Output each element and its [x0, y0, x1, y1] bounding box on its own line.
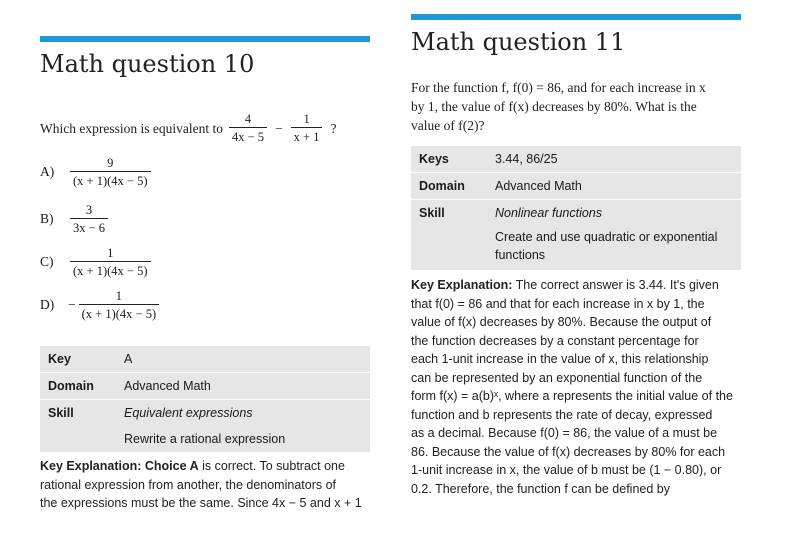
key-value: A [116, 346, 370, 373]
choice-numerator: 1 [115, 289, 122, 303]
explanation-line: the expressions must be the same. Since 4x − 5 and x + 1 [40, 496, 362, 510]
prompt-line: by 1, the value of f(x) decreases by 80%. What is the [411, 99, 697, 114]
q10-prompt-frac2-den: x + 1 [291, 127, 323, 144]
prompt-line: value of f(2)? [411, 118, 485, 133]
table-row-key [411, 146, 741, 173]
domain-label: Domain [411, 173, 487, 200]
q10-prompt-suffix: ? [330, 120, 337, 136]
q11-prompt [411, 78, 746, 135]
choice-denominator: (x + 1)(4x − 5) [70, 171, 151, 188]
choice-letter: D) [40, 297, 55, 312]
choice-numerator: 9 [107, 156, 114, 170]
choice-fraction [79, 289, 160, 321]
choice-fraction [70, 156, 151, 188]
q10-choice-a [40, 156, 153, 188]
explanation-line: that f(0) = 86 and that for each increase in x by 1, the [411, 296, 705, 311]
skill-label: Skill [411, 200, 487, 227]
explanation-line: rational expression from another, the denominators of [40, 477, 337, 492]
skill-value: Equivalent expressions [116, 400, 370, 427]
table-row-key [40, 346, 370, 373]
q10-prompt-frac2-num: 1 [303, 112, 310, 126]
explanation-lead: Key Explanation: Choice A [40, 459, 199, 473]
key-label: Key [40, 346, 116, 373]
choice-fraction [70, 203, 108, 235]
choice-denominator: 3x − 6 [70, 218, 108, 235]
q10-choice-c [40, 246, 153, 278]
choice-numerator: 1 [107, 246, 114, 260]
explanation-line [411, 276, 756, 295]
q10-prompt-frac1-num: 4 [244, 112, 252, 126]
explanation-line: 1-unit increase in x, the value of b must be (1 − 0.80), or [411, 463, 722, 477]
q10-accent-bar [40, 36, 370, 42]
q10-prompt-fraction-1 [229, 112, 267, 144]
choice-letter: A) [40, 164, 55, 179]
table-row-skill-sub [411, 226, 741, 270]
skill-sub-value: Rewrite a rational expression [116, 426, 370, 452]
q10-key-explanation [40, 457, 380, 513]
q11-accent-bar [411, 14, 741, 20]
prompt-line: For the function f, f(0) = 86, and for each increase in x [411, 80, 706, 95]
domain-value: Advanced Math [487, 173, 741, 200]
explanation-text: is correct. To subtract one [198, 459, 345, 473]
domain-value: Advanced Math [116, 373, 370, 400]
table-row-skill [411, 200, 741, 227]
skill-sub-label-empty [411, 226, 487, 270]
q10-title: Math question 10 [40, 50, 255, 78]
explanation-line: the function decreases by a constant percentage for [411, 333, 699, 348]
q10-prompt [40, 112, 336, 144]
skill-label: Skill [40, 400, 116, 427]
table-row-skill-sub [40, 426, 370, 452]
q10-prompt-frac1-den: 4x − 5 [229, 127, 267, 144]
choice-sign: − [68, 297, 76, 312]
choice-fraction [70, 246, 151, 278]
q10-prompt-prefix: Which expression is equivalent to [40, 120, 223, 136]
q10-choice-b [40, 203, 110, 235]
skill-sub-line: Create and use quadratic or exponential [495, 230, 718, 244]
explanation-line: can be represented by an exponential function of the [411, 370, 703, 385]
choice-letter: B) [40, 211, 54, 226]
choice-denominator: (x + 1)(4x − 5) [79, 304, 160, 321]
table-row-domain [40, 373, 370, 400]
choice-denominator: (x + 1)(4x − 5) [70, 261, 151, 278]
explanation-text: The correct answer is 3.44. It's given [512, 278, 719, 292]
skill-sub-value [487, 226, 741, 270]
explanation-line: each 1-unit increase in the value of x, this relationship [411, 352, 709, 366]
choice-numerator: 3 [85, 203, 93, 217]
explanation-line: form f(x) = a(b)ˣ, where a represents the initial value of the [411, 389, 733, 403]
q10-info-table [40, 346, 370, 452]
explanation-line: function and b represents the rate of decay, expressed [411, 407, 713, 422]
explanation-line: value of f(x) decreases by 80%. Because the output of [411, 315, 712, 329]
explanation-line: 0.2. Therefore, the function f can be defined by [411, 481, 670, 496]
q11-key-explanation [411, 276, 756, 498]
table-row-domain [411, 173, 741, 200]
explanation-line: as a decimal. Because f(0) = 86, the value of a must be [411, 426, 718, 440]
key-label: Keys [411, 146, 487, 173]
skill-sub-label-empty [40, 426, 116, 452]
q11-info-table [411, 146, 741, 270]
explanation-lead: Key Explanation: [411, 278, 513, 292]
table-row-skill [40, 400, 370, 427]
q11-title: Math question 11 [411, 28, 626, 56]
explanation-line: 86. Because the value of f(x) decreases by 80% for each [411, 444, 726, 459]
skill-sub-line: functions [495, 248, 546, 262]
q10-prompt-minus: − [275, 120, 283, 136]
skill-value: Nonlinear functions [487, 200, 741, 227]
q10-prompt-fraction-2 [291, 112, 323, 144]
domain-label: Domain [40, 373, 116, 400]
choice-letter: C) [40, 254, 54, 269]
key-value: 3.44, 86/25 [487, 146, 741, 173]
explanation-line [40, 457, 380, 476]
q10-choice-d [40, 289, 161, 321]
